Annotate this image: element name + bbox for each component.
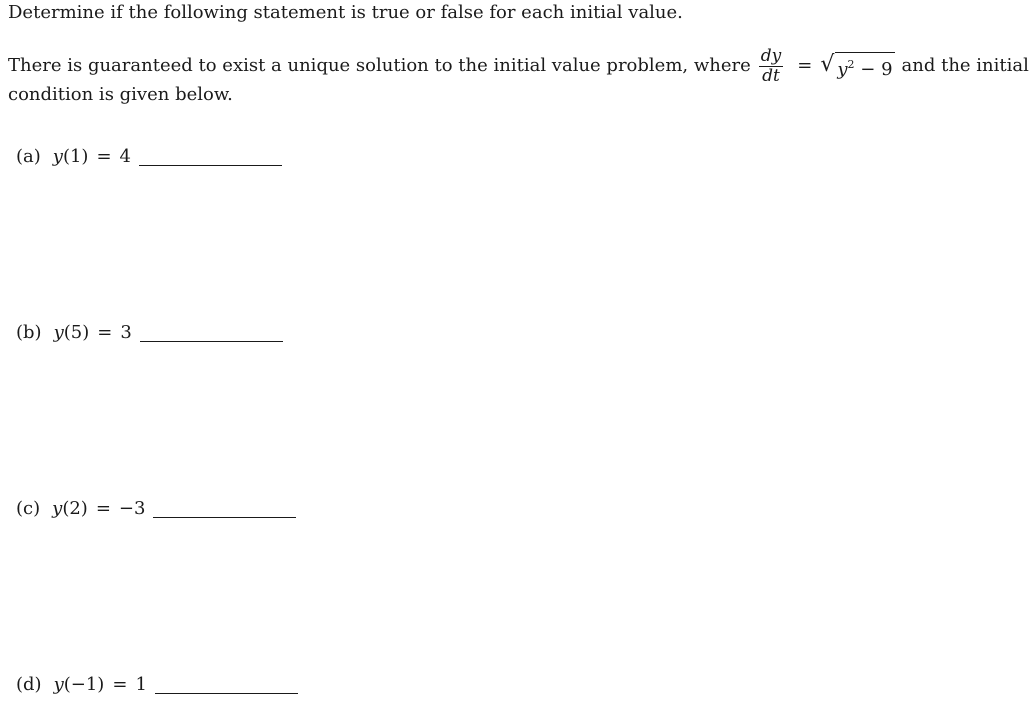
answer-blank[interactable] — [153, 516, 296, 518]
square-root-expression — [820, 52, 894, 80]
initial-value: 4 — [119, 146, 131, 167]
equals-sign: = — [97, 322, 113, 343]
function-name: y — [53, 322, 64, 343]
problem-statement — [8, 44, 1029, 88]
part-label: (b) — [16, 322, 42, 343]
derivative-fraction — [759, 47, 784, 86]
initial-value: 1 — [135, 674, 147, 695]
function-arg: (5) — [63, 322, 90, 343]
answer-blank[interactable] — [140, 340, 283, 342]
fraction-denominator: dt — [762, 65, 780, 86]
answer-blank[interactable] — [155, 692, 298, 694]
statement-text: There is guaranteed to exist a unique solution to the initial value problem, where — [8, 55, 751, 76]
part-label: (c) — [16, 498, 41, 519]
question-part-d — [16, 674, 298, 695]
function-arg: (1) — [62, 146, 89, 167]
question-part-c — [16, 498, 296, 519]
function-arg: (2) — [62, 498, 88, 519]
equals-sign: = — [797, 55, 813, 76]
question-part-b — [16, 322, 283, 343]
statement-continuation: condition is given below. — [8, 84, 233, 105]
fraction-numerator: dy — [760, 45, 782, 66]
answer-blank[interactable] — [139, 164, 282, 166]
function-name: y — [53, 674, 64, 695]
function-name: y — [52, 498, 63, 519]
statement-text-after: and the initial — [901, 55, 1029, 76]
part-label: (a) — [16, 146, 41, 167]
radicand-rest: − 9 — [854, 59, 893, 80]
instruction-text: Determine if the following statement is true or false for each initial value. — [8, 2, 683, 23]
part-label: (d) — [16, 674, 42, 695]
radicand-exponent: 2 — [847, 58, 855, 71]
function-arg: (−1) — [63, 674, 105, 695]
function-name: y — [52, 146, 63, 167]
initial-value: 3 — [120, 322, 132, 343]
equals-sign: = — [112, 674, 128, 695]
radicand-variable: y — [837, 59, 848, 80]
radical-icon: √ — [820, 52, 835, 77]
equals-sign: = — [96, 146, 112, 167]
initial-value: −3 — [118, 498, 146, 519]
equals-sign: = — [95, 498, 111, 519]
radicand — [835, 52, 894, 80]
question-part-a — [16, 146, 282, 167]
